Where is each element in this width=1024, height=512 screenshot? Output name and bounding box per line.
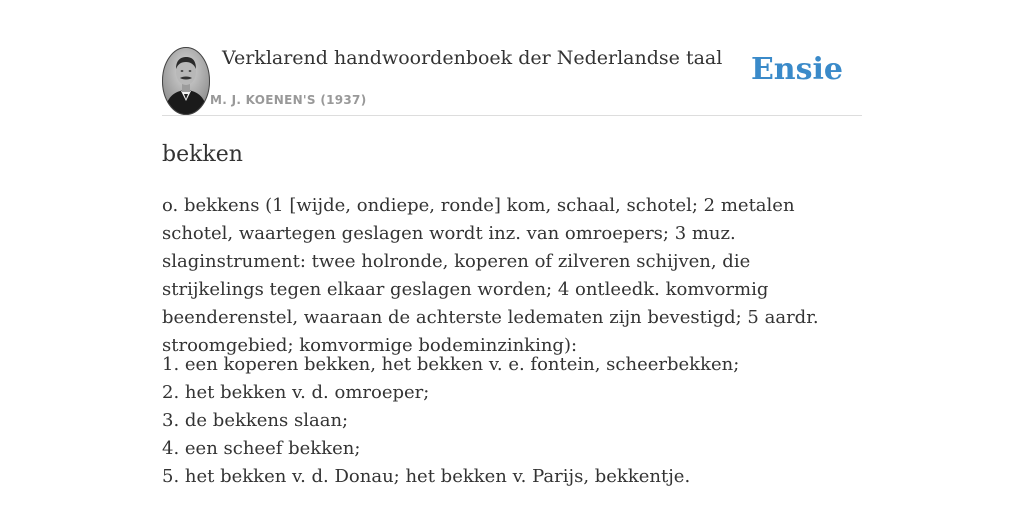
entry-headword: bekken — [162, 142, 243, 167]
header — [162, 46, 862, 116]
entry-definition: o. bekkens (1 [wijde, ondiepe, ronde] kom, schaal, schotel; 2 metalen schotel, waartegen geslagen wordt inz. van omroepers; 3 muz. slaginstrument: twee holronde, koperen of zilveren schijven, die strijkelings tegen elkaar geslagen worden; 4 ontleedk. komvormig beenderenstel, waaraan de achterste ledematen zijn bevestigd; 5 aardr. stroomgebied; komvormige bodeminzinking): — [162, 195, 819, 356]
author-portrait — [162, 47, 210, 115]
example-item: 4. een scheef bekken; — [162, 438, 361, 459]
example-list — [162, 351, 852, 491]
author-credit: M. J. KOENEN'S (1937) — [210, 93, 367, 107]
example-item: 1. een koperen bekken, het bekken v. e. fontein, scheerbekken; — [162, 354, 740, 375]
book-title[interactable]: Verklarend handwoordenboek der Nederlandse taal — [222, 47, 723, 69]
example-item: 5. het bekken v. d. Donau; het bekken v. Parijs, bekkentje. — [162, 466, 691, 487]
brand-logo[interactable]: Ensie — [750, 52, 843, 87]
example-item: 2. het bekken v. d. omroeper; — [162, 382, 430, 403]
example-item: 3. de bekkens slaan; — [162, 410, 349, 431]
